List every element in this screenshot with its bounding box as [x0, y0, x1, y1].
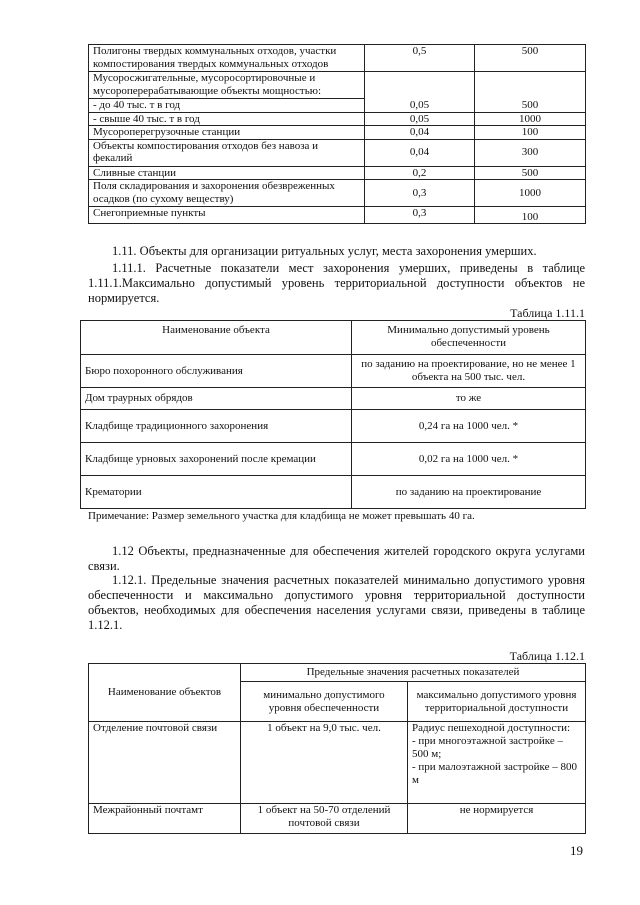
table-cell: 0,5	[365, 45, 475, 72]
section-1-12-heading: 1.12 Объекты, предназначенные для обеспечения жителей городского округа услугами связи.	[88, 544, 585, 573]
table-cell: Дом траурных обрядов	[81, 388, 352, 410]
table-cell: Снегоприемные пункты	[89, 207, 365, 224]
table-cell: Мусоросжигательные, мусоросортировочные и мусороперерабатывающие объекты мощностью:	[89, 72, 365, 99]
table-row	[89, 112, 586, 126]
table-cell: Полигоны твердых коммунальных отходов, участки компостирования твердых коммунальных отходов	[89, 45, 365, 72]
column-header-group: Предельные значения расчетных показателей	[241, 664, 586, 682]
waste-objects-table	[88, 44, 586, 224]
table-row	[81, 443, 586, 476]
table-row	[89, 207, 586, 224]
column-header-min: минимально допустимого уровня обеспеченности	[241, 682, 408, 722]
table-cell: по заданию на проектирование, но не менее 1 объекта на 500 тыс. чел.	[352, 355, 586, 388]
table-cell: Кладбище урновых захоронений после кремации	[81, 443, 352, 476]
table-cell: - до 40 тыс. т в год	[89, 99, 365, 113]
table-cell: 500	[475, 99, 586, 113]
table-cell: 100	[475, 207, 586, 224]
table-1-12-1-caption: Таблица 1.12.1	[509, 649, 585, 663]
table-cell	[475, 72, 586, 99]
table-cell: Отделение почтовой связи	[89, 722, 241, 804]
table-cell: Мусороперегрузочные станции	[89, 126, 365, 140]
table-cell: по заданию на проектирование	[352, 476, 586, 509]
table-1-11-1-caption: Таблица 1.11.1	[510, 306, 585, 320]
table-cell-line: - при многоэтажной застройке – 500 м;	[412, 735, 563, 760]
table-cell-line: - при малоэтажной застройке – 800 м	[412, 761, 577, 786]
table-note: Примечание: Размер земельного участка для кладбища не может превышать 40 га.	[88, 510, 475, 522]
table-row	[81, 410, 586, 443]
column-header-max: максимально допустимого уровня территориальной доступности	[408, 682, 586, 722]
table-cell: 0,2	[365, 166, 475, 180]
table-cell: 0,02 га на 1000 чел. *	[352, 443, 586, 476]
table-row	[89, 722, 586, 804]
section-1-11-heading: 1.11. Объекты для организации ритуальных услуг, места захоронения умерших.	[112, 244, 537, 258]
table-cell: Объекты компостирования отходов без навоза и фекалий	[89, 139, 365, 166]
table-cell: 0,24 га на 1000 чел. *	[352, 410, 586, 443]
table-cell: 100	[475, 126, 586, 140]
table-cell: 0,3	[365, 207, 475, 224]
section-1-11-paragraph: 1.11.1. Расчетные показатели мест захоронения умерших, приведены в таблице 1.11.1.Максимально допустимый уровень территориальной доступности объектов не нормируется.	[88, 261, 585, 305]
table-row	[81, 388, 586, 410]
section-1-12-paragraph: 1.12.1. Предельные значения расчетных показателей минимально допустимого уровня обеспеченности и максимально допустимого уровня территориальной доступности объектов, необходимых для обеспечения населения услугами связи, приведены в таблице 1.12.1.	[88, 573, 585, 632]
table-cell: 1 объект на 9,0 тыс. чел.	[241, 722, 408, 804]
table-row	[89, 72, 586, 99]
table-row	[89, 166, 586, 180]
table-cell: 300	[475, 139, 586, 166]
table-cell: не нормируется	[408, 804, 586, 834]
table-row	[89, 99, 586, 113]
table-cell: 0,05	[365, 112, 475, 126]
table-cell: 0,05	[365, 99, 475, 113]
table-row	[89, 804, 586, 834]
table-cell: Бюро похоронного обслуживания	[81, 355, 352, 388]
table-row	[89, 126, 586, 140]
column-header-object: Наименование объекта	[81, 321, 352, 355]
table-cell-line: Радиус пешеходной доступности:	[412, 722, 571, 734]
table-row	[81, 476, 586, 509]
table-cell: то же	[352, 388, 586, 410]
table-cell: - свыше 40 тыс. т в год	[89, 112, 365, 126]
table-cell	[365, 72, 475, 99]
table-cell: 1000	[475, 112, 586, 126]
table-cell: Сливные станции	[89, 166, 365, 180]
column-header-name: Наименование объектов	[89, 664, 241, 722]
table-cell: 0,04	[365, 139, 475, 166]
page-number: 19	[570, 843, 583, 858]
ritual-services-table	[80, 320, 586, 509]
table-cell	[408, 722, 586, 804]
table-cell: 0,3	[365, 180, 475, 207]
table-cell: Кладбище традиционного захоронения	[81, 410, 352, 443]
table-header-row	[89, 664, 586, 682]
table-cell: Крематории	[81, 476, 352, 509]
table-row	[89, 139, 586, 166]
table-cell: Поля складирования и захоронения обезвреженных осадков (по сухому веществу)	[89, 180, 365, 207]
table-row	[89, 45, 586, 72]
column-header-min-level: Минимально допустимый уровень обеспеченности	[352, 321, 586, 355]
table-cell: Межрайонный почтамт	[89, 804, 241, 834]
communication-services-table	[88, 663, 586, 834]
table-cell: 500	[475, 166, 586, 180]
table-row	[81, 355, 586, 388]
table-cell: 500	[475, 45, 586, 72]
table-cell: 1000	[475, 180, 586, 207]
table-row	[89, 180, 586, 207]
table-cell: 0,04	[365, 126, 475, 140]
table-header-row	[81, 321, 586, 355]
table-cell: 1 объект на 50-70 отделений почтовой связи	[241, 804, 408, 834]
